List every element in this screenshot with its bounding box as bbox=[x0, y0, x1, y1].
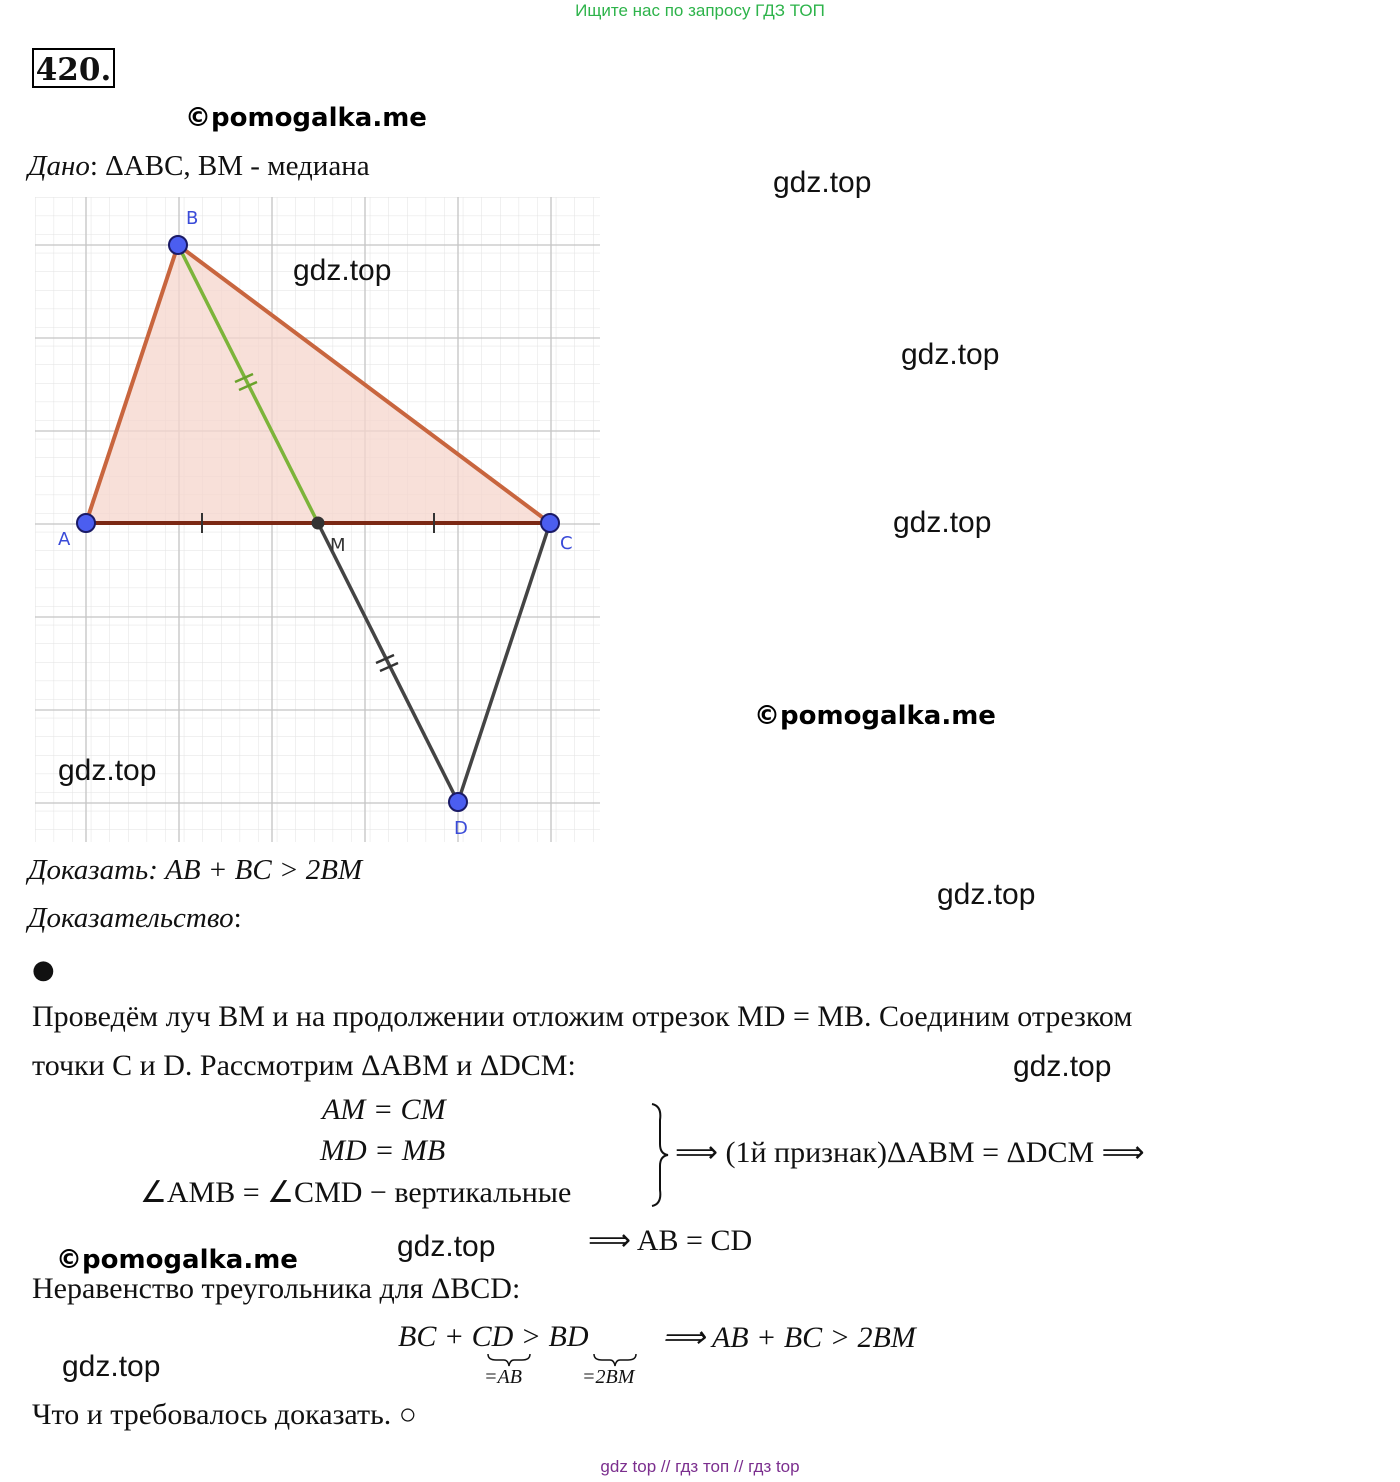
conclusion: Что и требовалось доказать. ○ bbox=[32, 1398, 417, 1431]
problem-number: 420. bbox=[32, 48, 115, 88]
inequality-right: ⟹ AB + BC > 2BM bbox=[662, 1321, 916, 1354]
proof-paragraph-3: Неравенство треугольника для ΔBCD: bbox=[32, 1272, 521, 1305]
label-c: C bbox=[560, 533, 573, 554]
point-b bbox=[169, 236, 187, 254]
footer-links: gdz top // гдз топ // гдз top bbox=[600, 1457, 800, 1476]
result-ab-cd: ⟹ AB = CD bbox=[588, 1224, 753, 1257]
system-line-1: AM = CM bbox=[322, 1093, 446, 1126]
proof-colon: : bbox=[233, 902, 242, 934]
watermark-copyright: ©pomogalka.me bbox=[185, 103, 427, 133]
prove-text: : AB + BC > 2BM bbox=[148, 854, 363, 886]
watermark-gdz: gdz.top bbox=[58, 754, 157, 787]
prove-line bbox=[28, 854, 362, 887]
point-c bbox=[541, 514, 559, 532]
proof-heading bbox=[28, 902, 242, 935]
system-result: ⟹ (1й признак)ΔABM = ΔDCM ⟹ bbox=[675, 1136, 1145, 1169]
prove-label: Доказать bbox=[28, 854, 149, 886]
label-a: A bbox=[58, 529, 71, 550]
geometry-figure bbox=[0, 0, 620, 850]
proof-paragraph-2: точки C и D. Рассмотрим ΔABM и ΔDCM: bbox=[32, 1049, 576, 1082]
system-line-2: MD = MB bbox=[320, 1134, 446, 1167]
bullet: ● bbox=[32, 955, 55, 985]
given-text: : ΔABC, BM - медиана bbox=[89, 150, 370, 182]
watermark-gdz: gdz.top bbox=[62, 1350, 161, 1383]
point-d bbox=[449, 793, 467, 811]
watermark-gdz: gdz.top bbox=[773, 166, 872, 199]
watermark-gdz: gdz.top bbox=[893, 506, 992, 539]
watermark-gdz: gdz.top bbox=[1013, 1050, 1112, 1083]
label-b: B bbox=[186, 208, 199, 229]
watermark-copyright: ©pomogalka.me bbox=[754, 701, 996, 731]
watermark-gdz: gdz.top bbox=[397, 1230, 496, 1263]
label-d: D bbox=[454, 818, 468, 839]
point-m bbox=[312, 517, 325, 530]
label-m: M bbox=[330, 535, 346, 556]
watermark-gdz: gdz.top bbox=[901, 338, 1000, 371]
watermark-copyright: ©pomogalka.me bbox=[56, 1245, 298, 1275]
system-line-3: ∠AMB = ∠CMD − вертикальные bbox=[140, 1176, 572, 1209]
top-banner: Ищите нас по запросу ГДЗ ТОП bbox=[575, 1, 825, 20]
watermark-gdz: gdz.top bbox=[937, 878, 1036, 911]
watermark-gdz: gdz.top bbox=[293, 254, 392, 287]
proof-paragraph-1: Проведём луч BM и на продолжении отложим отрезок MD = MB. Соединим отрезком bbox=[32, 1000, 1133, 1033]
under-cd: =AB bbox=[484, 1366, 522, 1388]
given-label: Дано bbox=[28, 150, 90, 182]
right-brace bbox=[648, 1100, 672, 1210]
point-a bbox=[77, 514, 95, 532]
under-bd: =2BM bbox=[582, 1366, 635, 1388]
proof-label: Доказательство bbox=[28, 902, 234, 934]
inequality-left: BC + CD > BD bbox=[398, 1320, 589, 1353]
